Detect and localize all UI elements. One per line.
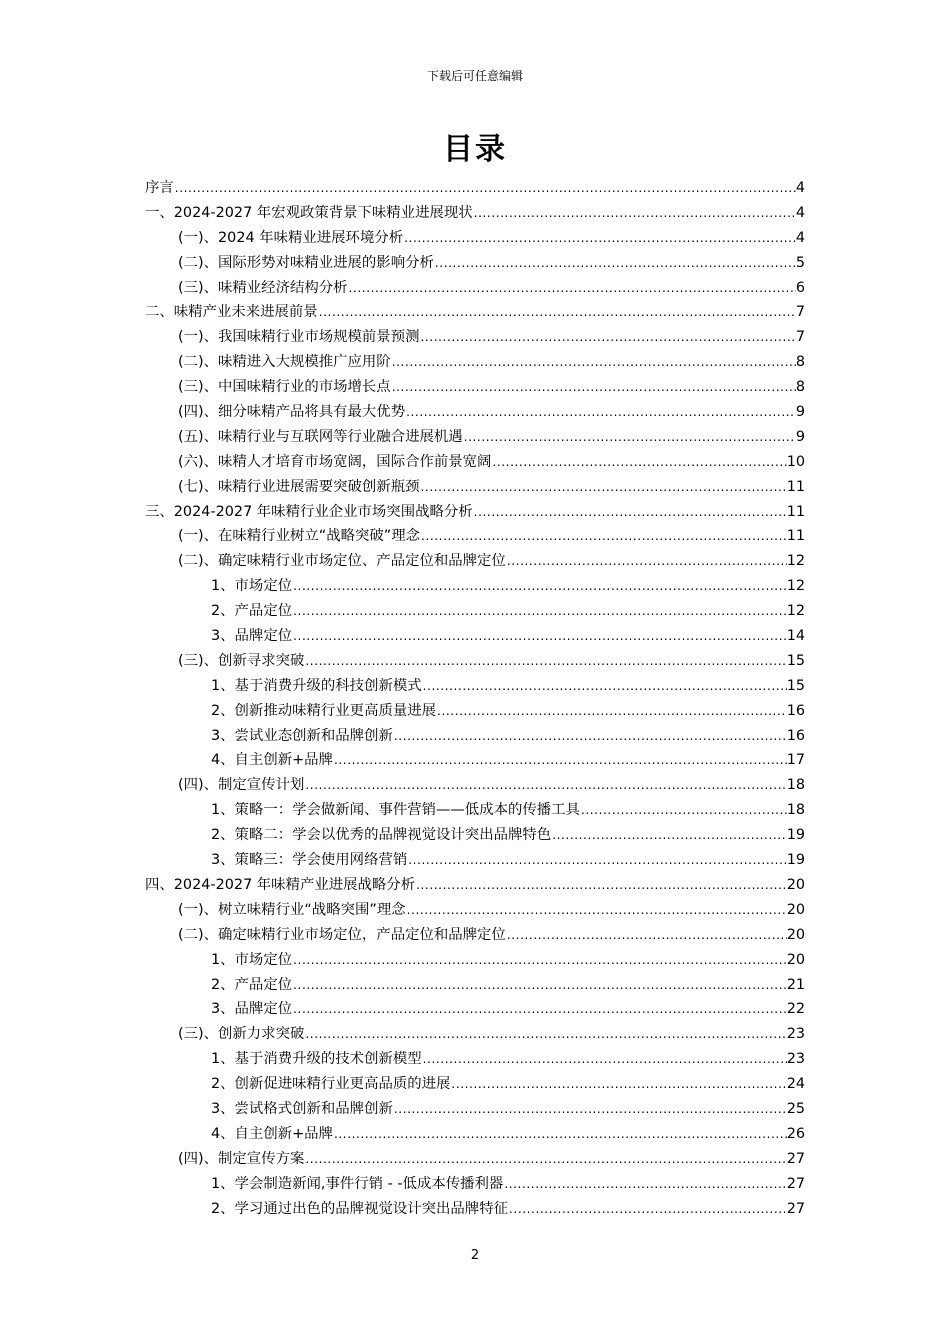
toc-leader-dots — [434, 251, 796, 276]
toc-entry-title: 3、策略三：学会使用网络营销 — [211, 852, 408, 869]
toc-entry-page: 12 — [786, 603, 805, 620]
toc-entry-page: 19 — [786, 827, 805, 844]
toc-leader-dots — [422, 674, 787, 699]
toc-entry-title: 1、基于消费升级的技术创新模型 — [211, 1051, 422, 1068]
toc-entry[interactable] — [145, 375, 805, 400]
toc-leader-dots — [292, 624, 787, 649]
toc-entry-page: 27 — [786, 1175, 805, 1192]
toc-entry-page: 7 — [795, 304, 805, 321]
toc-entry-page: 17 — [786, 752, 805, 769]
toc-entry-title: (六)、味精人才培育市场宽阔，国际合作前景宽阔 — [178, 453, 492, 470]
toc-entry[interactable] — [145, 898, 805, 923]
toc-entry-page: 21 — [786, 976, 805, 993]
toc-entry-title: 1、策略一：学会做新闻、事件营销——低成本的传播工具 — [211, 802, 580, 819]
toc-leader-dots — [174, 176, 796, 201]
toc-entry[interactable] — [145, 1172, 805, 1197]
toc-leader-dots — [292, 574, 787, 599]
toc-entry-page: 6 — [795, 279, 805, 296]
toc-entry-page: 11 — [786, 478, 805, 495]
toc-leader-dots — [405, 400, 796, 425]
toc-leader-dots — [403, 226, 796, 251]
toc-entry[interactable] — [145, 848, 805, 873]
toc-entry-title: 3、品牌定位 — [211, 1001, 293, 1018]
toc-entry[interactable] — [145, 350, 805, 375]
toc-entry-page: 11 — [786, 528, 805, 545]
toc-entry-page: 20 — [786, 876, 805, 893]
toc-leader-dots — [393, 1097, 787, 1122]
toc-leader-dots — [503, 1172, 786, 1197]
toc-entry[interactable] — [145, 674, 805, 699]
toc-entry[interactable] — [145, 1097, 805, 1122]
toc-entry-title: 二、味精产业未来进展前景 — [145, 304, 318, 321]
toc-entry-page: 24 — [786, 1076, 805, 1093]
toc-entry[interactable] — [145, 425, 805, 450]
page-title: 目录 — [443, 132, 507, 167]
toc-entry[interactable] — [145, 1022, 805, 1047]
toc-leader-dots — [506, 923, 787, 948]
toc-entry-title: (四)、细分味精产品将具有最大优势 — [178, 404, 406, 421]
toc-entry[interactable] — [145, 823, 805, 848]
toc-entry[interactable] — [145, 948, 805, 973]
toc-entry-page: 11 — [786, 503, 805, 520]
toc-leader-dots — [333, 1122, 787, 1147]
toc-entry-title: (二)、国际形势对味精业进展的影响分析 — [178, 254, 434, 271]
table-of-contents — [145, 176, 805, 1221]
toc-leader-dots — [304, 649, 786, 674]
toc-entry-title: 1、市场定位 — [211, 578, 293, 595]
toc-leader-dots — [304, 1147, 786, 1172]
toc-leader-dots — [419, 325, 795, 350]
toc-entry[interactable] — [145, 500, 805, 525]
page-header: 下载后可任意编辑 — [426, 69, 523, 83]
toc-entry-title: (四)、制定宣传方案 — [178, 1150, 305, 1167]
toc-leader-dots — [473, 500, 787, 525]
toc-leader-dots — [333, 748, 787, 773]
toc-entry[interactable] — [145, 450, 805, 475]
toc-leader-dots — [292, 973, 787, 998]
toc-leader-dots — [292, 997, 787, 1022]
toc-entry-title: 4、自主创新+品牌 — [211, 752, 333, 769]
page-number: 2 — [470, 1248, 480, 1263]
toc-leader-dots — [450, 1072, 786, 1097]
toc-entry-page: 20 — [786, 926, 805, 943]
toc-entry-page: 5 — [795, 254, 805, 271]
toc-entry-title: 一、2024-2027 年宏观政策背景下味精业进展现状 — [145, 204, 473, 221]
toc-entry[interactable] — [145, 549, 805, 574]
toc-entry-title: 2、产品定位 — [211, 603, 293, 620]
toc-entry-title: 1、学会制造新闻,事件行销 - -低成本传播利器 — [211, 1175, 504, 1192]
toc-entry-page: 16 — [786, 702, 805, 719]
toc-entry-title: (三)、中国味精行业的市场增长点 — [178, 379, 391, 396]
toc-leader-dots — [506, 549, 787, 574]
toc-entry[interactable] — [145, 873, 805, 898]
toc-entry-page: 9 — [795, 404, 805, 421]
toc-entry[interactable] — [145, 798, 805, 823]
toc-entry-page: 20 — [786, 901, 805, 918]
toc-entry-page: 22 — [786, 1001, 805, 1018]
toc-entry[interactable] — [145, 574, 805, 599]
toc-entry-title: (一)、在味精行业树立“战略突破”理念 — [178, 528, 420, 545]
toc-leader-dots — [304, 773, 786, 798]
toc-entry[interactable] — [145, 1047, 805, 1072]
toc-entry-page: 14 — [786, 628, 805, 645]
toc-entry-page: 9 — [795, 428, 805, 445]
toc-entry[interactable] — [145, 475, 805, 500]
toc-leader-dots — [491, 450, 786, 475]
toc-leader-dots — [419, 475, 786, 500]
toc-entry-title: 2、策略二：学会以优秀的品牌视觉设计突出品牌特色 — [211, 827, 552, 844]
toc-entry[interactable] — [145, 997, 805, 1022]
toc-entry[interactable] — [145, 176, 805, 201]
toc-entry-title: (一)、树立味精行业“战略突围”理念 — [178, 901, 406, 918]
toc-entry-page: 4 — [795, 229, 805, 246]
toc-entry-page: 4 — [795, 204, 805, 221]
toc-leader-dots — [508, 1197, 787, 1222]
toc-entry-title: 1、市场定位 — [211, 951, 293, 968]
toc-leader-dots — [318, 300, 796, 325]
toc-entry-title: (三)、创新力求突破 — [178, 1026, 305, 1043]
toc-entry-page: 8 — [795, 379, 805, 396]
toc-entry-page: 20 — [786, 951, 805, 968]
toc-leader-dots — [420, 524, 787, 549]
toc-entry[interactable] — [145, 300, 805, 325]
toc-leader-dots — [436, 699, 787, 724]
toc-entry-title: (三)、创新寻求突破 — [178, 652, 305, 669]
toc-entry-title: 序言 — [145, 180, 174, 196]
toc-entry-title: 1、基于消费升级的科技创新模式 — [211, 677, 422, 694]
toc-entry-title: 4、自主创新+品牌 — [211, 1125, 333, 1142]
toc-entry-title: (二)、确定味精行业市场定位，产品定位和品牌定位 — [178, 926, 506, 943]
toc-entry-page: 12 — [786, 553, 805, 570]
toc-entry-page: 15 — [786, 677, 805, 694]
toc-entry[interactable] — [145, 1147, 805, 1172]
toc-leader-dots — [580, 798, 787, 823]
toc-leader-dots — [473, 201, 796, 226]
toc-entry[interactable] — [145, 226, 805, 251]
toc-entry-title: 2、学习通过出色的品牌视觉设计突出品牌特征 — [211, 1200, 508, 1217]
toc-entry-page: 16 — [786, 727, 805, 744]
toc-entry-title: 2、创新推动味精行业更高质量进展 — [211, 702, 437, 719]
toc-entry[interactable] — [145, 325, 805, 350]
toc-entry-title: 2、产品定位 — [211, 976, 293, 993]
toc-entry-title: 三、2024-2027 年味精行业企业市场突围战略分析 — [145, 503, 473, 520]
toc-entry-page: 25 — [786, 1100, 805, 1117]
toc-entry-page: 27 — [786, 1200, 805, 1217]
toc-leader-dots — [422, 1047, 787, 1072]
toc-entry[interactable] — [145, 1197, 805, 1222]
toc-leader-dots — [304, 1022, 786, 1047]
toc-entry-page: 23 — [786, 1026, 805, 1043]
toc-entry-title: 3、尝试业态创新和品牌创新 — [211, 727, 393, 744]
toc-entry-page: 18 — [786, 777, 805, 794]
toc-entry[interactable] — [145, 773, 805, 798]
toc-entry[interactable] — [145, 599, 805, 624]
toc-entry[interactable] — [145, 748, 805, 773]
toc-entry[interactable] — [145, 724, 805, 749]
toc-entry[interactable] — [145, 251, 805, 276]
toc-entry[interactable] — [145, 624, 805, 649]
toc-entry-page: 19 — [786, 852, 805, 869]
toc-entry-title: (一)、我国味精行业市场规模前景预测 — [178, 329, 420, 346]
toc-entry[interactable] — [145, 649, 805, 674]
toc-entry-page: 27 — [786, 1150, 805, 1167]
toc-entry-page: 12 — [786, 578, 805, 595]
toc-leader-dots — [391, 375, 796, 400]
toc-entry-title: 3、品牌定位 — [211, 628, 293, 645]
toc-entry-title: (一)、2024 年味精业进展环境分析 — [178, 229, 404, 246]
toc-entry-page: 15 — [786, 652, 805, 669]
toc-entry[interactable] — [145, 923, 805, 948]
toc-entry[interactable] — [145, 524, 805, 549]
toc-entry[interactable] — [145, 201, 805, 226]
toc-entry-title: 四、2024-2027 年味精产业进展战略分析 — [145, 876, 416, 893]
toc-entry-page: 4 — [795, 180, 805, 196]
toc-entry-title: (五)、味精行业与互联网等行业融合进展机遇 — [178, 428, 463, 445]
toc-entry-title: (七)、味精行业进展需要突破创新瓶颈 — [178, 478, 420, 495]
toc-entry-page: 7 — [795, 329, 805, 346]
toc-entry-title: (三)、味精业经济结构分析 — [178, 279, 348, 296]
toc-leader-dots — [415, 873, 787, 898]
toc-entry-title: 3、尝试格式创新和品牌创新 — [211, 1100, 393, 1117]
toc-entry-page: 18 — [786, 802, 805, 819]
toc-entry-title: (二)、味精进入大规模推广应用阶 — [178, 354, 391, 371]
toc-entry-page: 26 — [786, 1125, 805, 1142]
toc-leader-dots — [348, 276, 796, 301]
toc-entry[interactable] — [145, 276, 805, 301]
toc-entry-page: 8 — [795, 354, 805, 371]
toc-leader-dots — [292, 948, 787, 973]
toc-entry[interactable] — [145, 1122, 805, 1147]
toc-leader-dots — [551, 823, 787, 848]
toc-leader-dots — [393, 724, 787, 749]
toc-entry[interactable] — [145, 400, 805, 425]
toc-entry[interactable] — [145, 1072, 805, 1097]
toc-entry-page: 23 — [786, 1051, 805, 1068]
toc-leader-dots — [406, 898, 787, 923]
toc-entry[interactable] — [145, 973, 805, 998]
toc-leader-dots — [292, 599, 787, 624]
toc-leader-dots — [407, 848, 786, 873]
toc-entry[interactable] — [145, 699, 805, 724]
toc-leader-dots — [463, 425, 796, 450]
toc-entry-title: (四)、制定宣传计划 — [178, 777, 305, 794]
toc-leader-dots — [391, 350, 796, 375]
toc-entry-title: (二)、确定味精行业市场定位、产品定位和品牌定位 — [178, 553, 506, 570]
toc-entry-page: 10 — [786, 453, 805, 470]
toc-entry-title: 2、创新促进味精行业更高品质的进展 — [211, 1076, 451, 1093]
